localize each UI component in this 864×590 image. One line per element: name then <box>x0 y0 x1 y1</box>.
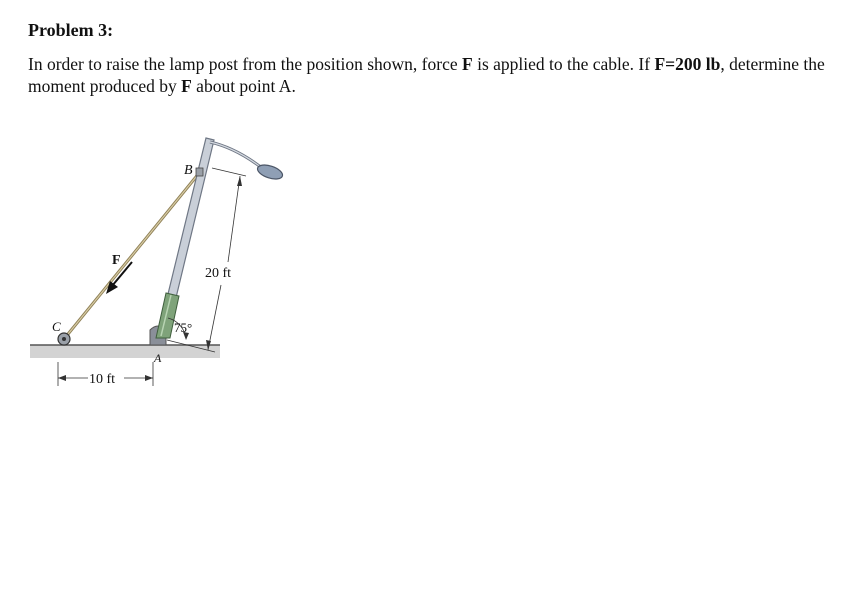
label-force: F <box>112 253 121 268</box>
problem-title: Problem 3: <box>28 20 114 40</box>
ground-surface <box>30 345 220 358</box>
statement-text-3: , determine the moment produced by <box>28 54 825 96</box>
label-length: 20 ft <box>205 266 232 281</box>
label-point-c: C <box>52 319 61 334</box>
pulley-c-center <box>62 337 66 341</box>
dim-10-arrow-right <box>145 375 153 381</box>
lamp-arm <box>210 142 262 168</box>
statement-bold-force-value: F=200 lb <box>654 54 721 74</box>
label-point-a: A <box>154 351 162 365</box>
statement-bold-force-1: F <box>462 54 473 74</box>
dim-20-ext-top <box>212 168 246 176</box>
statement-bold-force-2: F <box>181 76 192 96</box>
dim-20-line-lower <box>208 285 221 350</box>
statement-text-1: In order to raise the lamp post from the position shown, force <box>28 54 462 74</box>
statement-text-4: about point A. <box>191 76 296 96</box>
attachment-b <box>196 168 203 176</box>
statement-text-2: is applied to the cable. If <box>472 54 655 74</box>
lamp-head <box>256 162 284 181</box>
label-angle: 75° <box>174 320 193 335</box>
label-point-b: B <box>184 163 193 178</box>
dim-10-arrow-left <box>58 375 66 381</box>
label-distance: 10 ft <box>89 372 116 387</box>
dim-20-line-upper <box>228 176 240 262</box>
